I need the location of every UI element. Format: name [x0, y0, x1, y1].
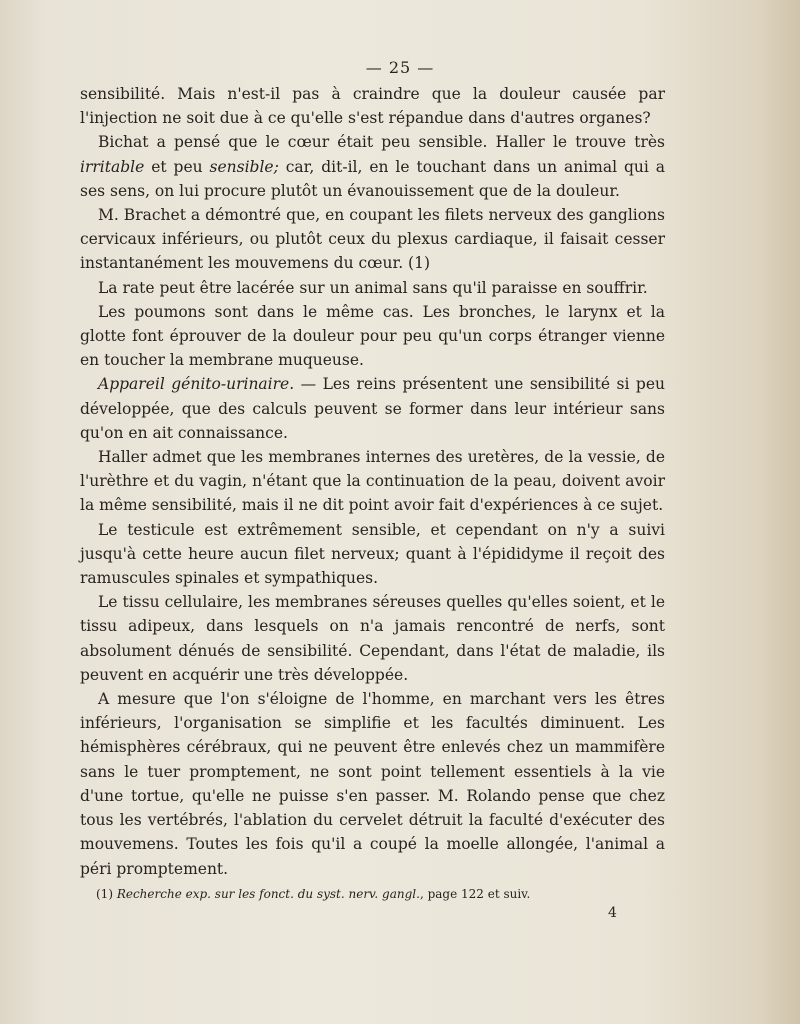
- paragraph: Bichat a pensé que le cœur était peu sensible. Haller le trouve très irritable et peu sensible; car, dit-il, en le touchant dans un animal qui a ses sens, on lui procure plutôt un évanouissement que de la douleur.: [80, 133, 666, 200]
- paragraph: M. Brachet a démontré que, en coupant les filets nerveux des ganglions cervicaux inférieurs, ou plutôt ceux du plexus cardiaque, il faisait cesser instantanément les mouvemens du cœur. (1): [80, 206, 665, 273]
- paragraph: Les poumons sont dans le même cas. Les bronches, le larynx et la glotte font éprouver de la douleur pour peu qu'un corps étranger vienne en toucher la membrane muqueuse.: [80, 302, 665, 370]
- body-text: [80, 82, 665, 881]
- paragraph: La rate peut être lacérée sur un animal sans qu'il paraisse en souffrir.: [98, 278, 648, 297]
- paragraph: Appareil génito-urinaire. — Les reins présentent une sensibilité si peu développée, que des calculs peuvent se former dans leur intérieur sans qu'on en ait connaissance.: [80, 375, 665, 442]
- paragraph: Le testicule est extrêmement sensible, et cependant on n'y a suivi jusqu'à cette heure aucun filet nerveux; quant à l'épididyme il reçoit des ramuscules spinales et sympathiques.: [80, 520, 665, 588]
- signature-mark: 4: [608, 905, 617, 921]
- paragraph: A mesure que l'on s'éloigne de l'homme, en marchant vers les êtres inférieurs, l'organisation se simplifie et les facultés diminuent. Les hémisphères cérébraux, qui ne peuvent être enlevés chez un mammifère sans le tuer promptement, ne sont point tellement essentiels à la vie d'une tortue, qu'elle ne puisse s'en passer. M. Rolando pense que chez tous les vertébrés, l'ablation du cervelet détruit la faculté d'exécuter des mouvemens. Toutes les fois qu'il a coupé la moelle allongée, l'animal a péri promptement.: [80, 690, 665, 878]
- section-heading: Appareil génito-urinaire.: [98, 375, 295, 394]
- paragraph: Haller admet que les membranes internes des uretères, de la vessie, de l'urèthre et du vagin, n'étant que la continuation de la peau, doivent avoir la même sensibilité, mais il ne dit point avoir fait d'expériences à ce sujet.: [80, 448, 665, 515]
- paragraph: sensibilité. Mais n'est-il pas à craindre que la douleur causée par l'injection ne soit due à ce qu'elle s'est répandue dans d'autres organes?: [80, 85, 665, 128]
- page-number: — 25 —: [365, 58, 435, 77]
- footnote: (1) Recherche exp. sur les fonct. du syst. nerv. gangl., page 122 et suiv.: [96, 887, 531, 901]
- paragraph: Le tissu cellulaire, les membranes séreuses quelles qu'elles soient, et le tissu adipeux, dans lesquels on n'a jamais rencontré de nerfs, sont absolument dénués de sensibilité. Cependant, dans l'état de maladie, ils peuvent en acquérir une très développée.: [80, 593, 665, 684]
